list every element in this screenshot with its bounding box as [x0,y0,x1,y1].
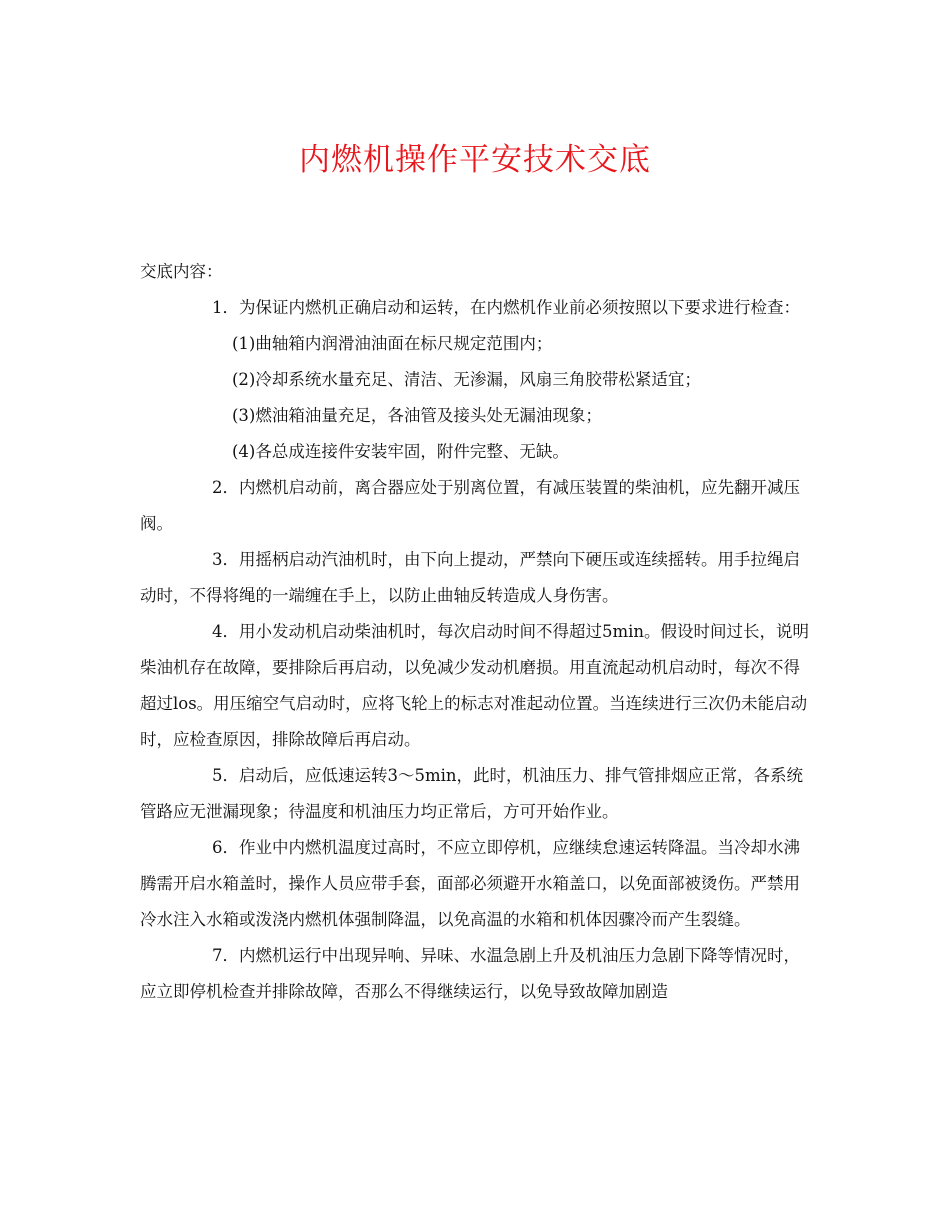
section-label: 交底内容： [140,262,223,281]
paragraph-5: 5．启动后，应低速运转3～5min，此时，机油压力、排气管排烟应正常，各系统管路应无泄漏现象；待温度和机油压力均正常后，方可开始作业。 [140,766,804,821]
paragraph-3: 3．用摇柄启动汽油机时，由下向上提动，严禁向下硬压或连续摇转。用手拉绳启动时，不得将绳的一端缠在手上，以防止曲轴反转造成人身伤害。 [140,550,800,605]
paragraph-4: 4．用小发动机启动柴油机时，每次启动时间不得超过5min。假设时间过长，说明柴油机存在故障，要排除后再启动，以免减少发动机磨损。用直流起动机启动时，每次不得超过los。用压缩空气启动时，应将飞轮上的标志对准起动位置。当连续进行三次仍未能启动时，应检查原因，排除故障后再启动。 [140,622,810,749]
checklist-item-1: (1)曲轴箱内润滑油油面在标尺规定范围内； [232,334,553,353]
checklist-item-4: (4)各总成连接件安装牢固，附件完整、无缺。 [232,442,569,461]
document-title: 内燃机操作平安技术交底 [299,142,651,178]
paragraph-6: 6．作业中内燃机温度过高时，不应立即停机，应继续怠速运转降温。当冷却水沸腾需开启水箱盖时，操作人员应带手套，面部必须避开水箱盖口，以免面部被烫伤。严禁用冷水注入水箱或泼浇内燃机体强制降温，以免高温的水箱和机体因骤冷而产生裂缝。 [140,838,800,929]
paragraph-7: 7．内燃机运行中出现异响、异味、水温急剧上升及机油压力急剧下降等情况时，应立即停机检查并排除故障，否那么不得继续运行，以免导致故障加剧造 [140,946,800,1001]
checklist-item-2: (2)冷却系统水量充足、清洁、无渗漏，风扇三角胶带松紧适宜； [232,370,701,389]
document-body [140,254,816,1010]
paragraph-2: 2．内燃机启动前，离合器应处于别离位置，有减压装置的柴油机，应先翻开减压阀。 [140,478,800,533]
paragraph-1: 1．为保证内燃机正确启动和运转，在内燃机作业前必须按照以下要求进行检查： [212,298,800,317]
checklist-item-3: (3)燃油箱油量充足，各油管及接头处无漏油现象； [232,406,602,425]
